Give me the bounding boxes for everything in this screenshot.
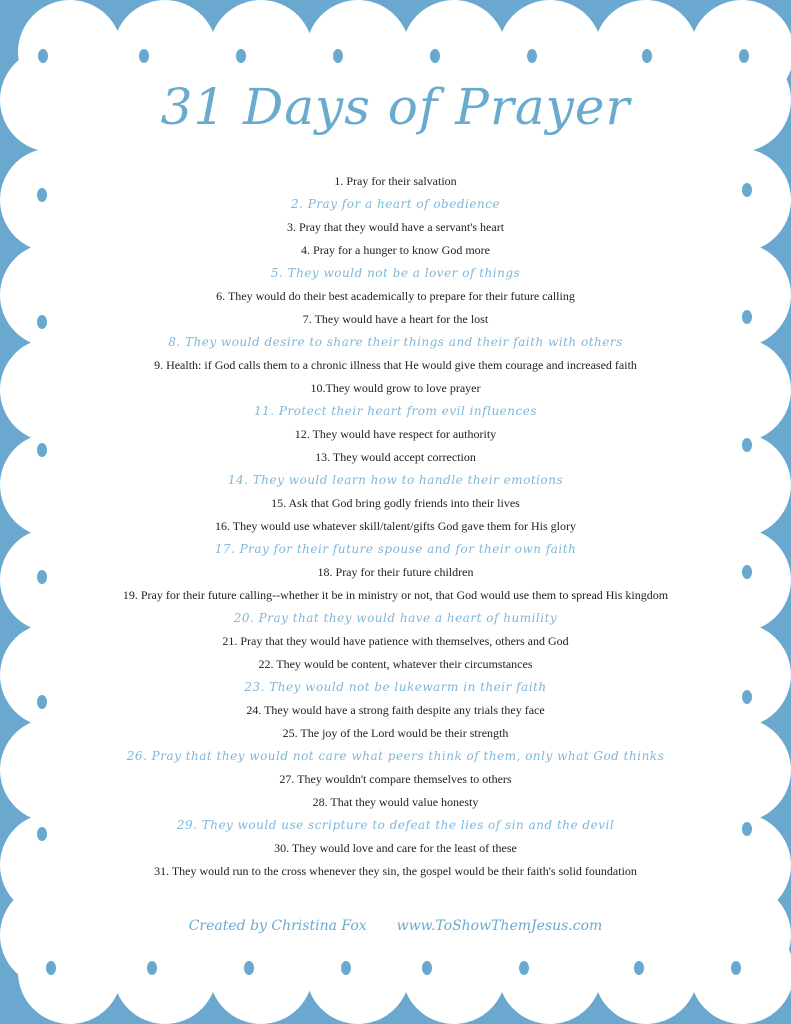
prayer-item: 24. They would have a strong faith despite any trials they face xyxy=(246,703,545,717)
prayer-item: 27. They wouldn't compare themselves to others xyxy=(279,772,512,786)
page-title: 31 Days of Prayer xyxy=(160,78,631,136)
prayer-item: 21. Pray that they would have patience with themselves, others and God xyxy=(222,634,569,648)
prayer-item: 12. They would have respect for authority xyxy=(294,427,497,441)
prayer-item: 22. They would be content, whatever their circumstances xyxy=(258,657,533,671)
prayer-item: 6. They would do their best academically to prepare for their future calling xyxy=(216,289,575,303)
prayer-list xyxy=(0,170,791,883)
prayer-item: 8. They would desire to share their things and their faith with others xyxy=(168,335,623,349)
prayer-item: 29. They would use scripture to defeat the lies of sin and the devil xyxy=(176,818,615,832)
author-credit: Created by Christina Fox xyxy=(188,918,367,934)
prayer-item: 1. Pray for their salvation xyxy=(334,174,457,188)
prayer-item: 18. Pray for their future children xyxy=(317,565,474,579)
prayer-item: 15. Ask that God bring godly friends into their lives xyxy=(271,496,520,510)
prayer-item: 28. That they would value honesty xyxy=(312,795,479,809)
prayer-item: 14. They would learn how to handle their emotions xyxy=(227,473,564,487)
prayer-item: 30. They would love and care for the least of these xyxy=(274,841,517,855)
prayer-item: 5. They would not be a lover of things xyxy=(270,266,521,280)
footer xyxy=(0,918,791,934)
prayer-item: 2. Pray for a heart of obedience xyxy=(290,197,501,211)
prayer-item: 20. Pray that they would have a heart of humility xyxy=(233,611,558,625)
prayer-item: 13. They would accept correction xyxy=(315,450,476,464)
prayer-item: 3. Pray that they would have a servant's heart xyxy=(286,220,505,234)
prayer-item: 25. The joy of the Lord would be their strength xyxy=(282,726,509,740)
prayer-item: 7. They would have a heart for the lost xyxy=(302,312,489,326)
prayer-item: 23. They would not be lukewarm in their faith xyxy=(244,680,547,694)
prayer-item: 4. Pray for a hunger to know God more xyxy=(301,243,490,257)
prayer-item: 11. Protect their heart from evil influences xyxy=(254,404,537,418)
prayer-item: 16. They would use whatever skill/talent/gifts God gave them for His glory xyxy=(214,519,577,533)
prayer-item: 10.They would grow to love prayer xyxy=(310,381,481,395)
prayer-item: 31. They would run to the cross whenever they sin, the gospel would be their faith's solid foundation xyxy=(154,864,637,878)
prayer-item: 9. Health: if God calls them to a chronic illness that He would give them courage and increased faith xyxy=(154,358,637,372)
prayer-item: 17. Pray for their future spouse and for their own faith xyxy=(214,542,577,556)
prayer-item: 26. Pray that they would not care what peers think of them, only what God thinks xyxy=(126,749,665,763)
website-link[interactable]: www.ToShowThemJesus.com xyxy=(396,918,603,934)
prayer-item: 19. Pray for their future calling--whether it be in ministry or not, that God would use them to spread His kingdom xyxy=(122,588,669,602)
